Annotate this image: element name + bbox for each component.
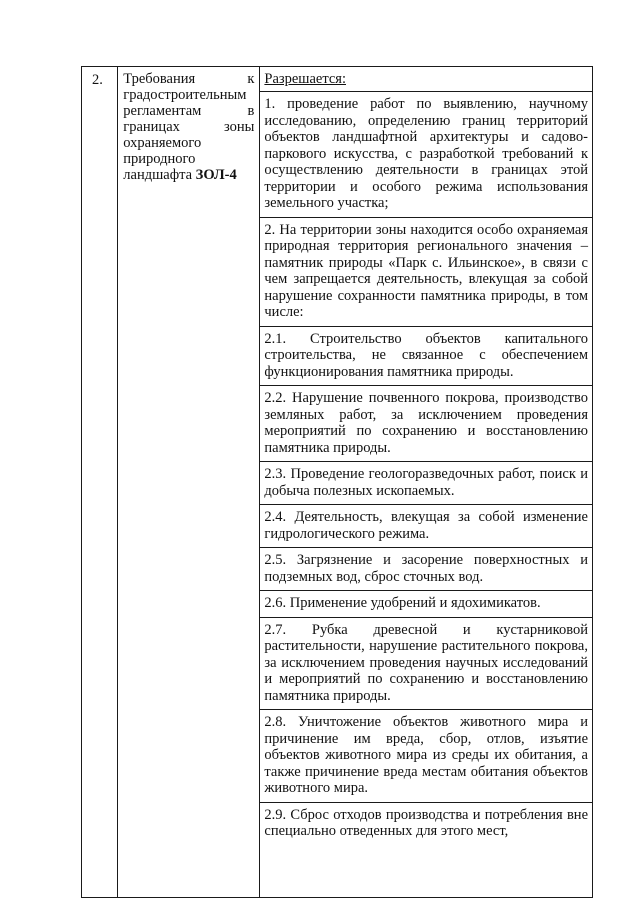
- list-item: 2.3. Проведение геологоразведочных работ, поиск и добыча полезных ископаемых.: [260, 462, 592, 505]
- requirement-name-cell: [118, 67, 260, 898]
- row-number: 2.: [92, 72, 103, 88]
- list-item: 2.8. Уничтожение объектов животного мира и причинение им вреда, сбор, отлов, изъятие объектов животного мира из среды их обитания, а также причинение вреда местам обитания объектов животного мира.: [260, 710, 592, 803]
- list-item: 1. проведение работ по выявлению, научному исследованию, определению границ территорий объектов ландшафтной архитектуры и садово-паркового искусства, с разработкой требований к осуществлению деятельности в границах этой территории и особого режима использования земельного участка;: [260, 92, 592, 218]
- permit-title: Разрешается:: [260, 67, 592, 92]
- zone-code: ЗОЛ-4: [195, 167, 237, 183]
- list-item: 2.1. Строительство объектов капитального строительства, не связанное с обеспечением функционирования памятника природы.: [260, 327, 592, 387]
- list-item: 2.6. Применение удобрений и ядохимикатов.: [260, 591, 592, 618]
- regulation-items-list: [260, 92, 592, 840]
- list-item: 2.9. Сброс отходов производства и потребления вне специально отведенных для этого мест,: [264, 806, 588, 839]
- list-item: 2.5. Загрязнение и засорение поверхностных и подземных вод, сброс сточных вод.: [260, 548, 592, 591]
- list-item: 2.4. Деятельность, влекущая за собой изменение гидрологического режима.: [260, 505, 592, 548]
- list-item: 2. На территории зоны находится особо охраняемая природная территория регионального значения – памятник природы «Парк с. Ильинское», в связи с чем запрещается деятельность, влекущая за собой нарушение сохранности памятника природы, в том числе:: [260, 218, 592, 327]
- regulation-content-cell: [260, 67, 593, 898]
- regulations-table: [81, 66, 593, 898]
- list-item: 2.2. Нарушение почвенного покрова, производство земляных работ, за исключением проведения мероприятий по сохранению и восстановлению памятника природы.: [260, 386, 592, 462]
- list-item: 2.7. Рубка древесной и кустарниковой растительности, нарушение растительного покрова, за исключением проведения научных исследований и мероприятий по сохранению и восстановлению памятника природы.: [260, 618, 592, 711]
- table-row: [82, 67, 593, 898]
- row-number-cell: [82, 67, 118, 898]
- requirement-name: [118, 67, 259, 183]
- requirement-name-text: Требования к градостроительным регламентам в границах зоны охраняемого природного ландшафта: [123, 71, 255, 183]
